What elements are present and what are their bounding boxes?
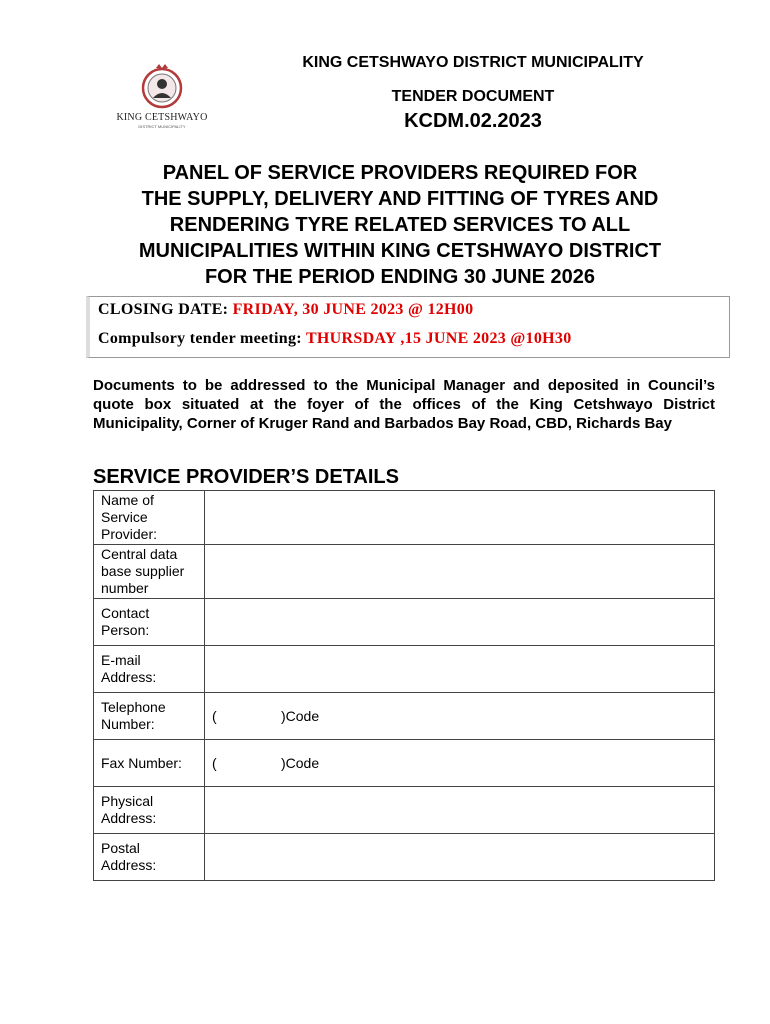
table-row	[94, 545, 715, 599]
doc-type-heading: TENDER DOCUMENT	[391, 88, 555, 105]
title-line: THE SUPPLY, DELIVERY AND FITTING OF TYRES AND	[141, 188, 659, 210]
table-row	[94, 834, 715, 881]
tender-title	[80, 160, 720, 290]
logo-emblem-icon	[112, 62, 212, 112]
table-row	[94, 740, 715, 787]
row-label: Name of Service Provider:	[94, 491, 205, 545]
contact-person-field[interactable]	[205, 599, 715, 646]
tender-meeting-label: Compulsory tender meeting:	[98, 330, 302, 347]
closing-date-label: CLOSING DATE:	[98, 301, 229, 318]
row-label: Postal Address:	[94, 834, 205, 881]
supplier-number-field[interactable]	[205, 545, 715, 599]
table-row	[94, 787, 715, 834]
row-label: Central data base supplier number	[94, 545, 205, 599]
title-line: RENDERING TYRE RELATED SERVICES TO ALL	[169, 214, 631, 236]
tender-reference: KCDM.02.2023	[404, 110, 542, 132]
table-row	[94, 693, 715, 740]
name-field[interactable]	[205, 491, 715, 545]
service-provider-details-table	[93, 490, 715, 881]
title-line: MUNICIPALITIES WITHIN KING CETSHWAYO DISTRICT	[138, 240, 662, 262]
logo-subtext: DISTRICT MUNICIPALITY	[138, 124, 186, 129]
fax-field[interactable]	[205, 740, 715, 787]
row-label: Telephone Number:	[94, 693, 205, 740]
row-label: Physical Address:	[94, 787, 205, 834]
area-code-open: (	[212, 754, 217, 771]
physical-address-field[interactable]	[205, 787, 715, 834]
table-row	[94, 599, 715, 646]
area-code-label: )Code	[281, 707, 320, 724]
area-code-open: (	[212, 707, 217, 724]
email-field[interactable]	[205, 646, 715, 693]
logo-text: KING CETSHWAYO	[116, 112, 208, 123]
row-label: Contact Person:	[94, 599, 205, 646]
closing-date-value: FRIDAY, 30 JUNE 2023 @ 12H00	[232, 301, 474, 318]
closing-info-box	[86, 296, 730, 358]
section-title: SERVICE PROVIDER’S DETAILS	[93, 466, 399, 488]
area-code-label: )Code	[281, 754, 320, 771]
title-line: PANEL OF SERVICE PROVIDERS REQUIRED FOR	[162, 162, 638, 184]
submission-instructions: Documents to be addressed to the Municipal Manager and deposited in Council’s quote box situated at the foyer of the offices of the King Cetshwayo District Municipality, Corner of Kruger Rand and Barbados Bay Road, CBD, Richards Bay	[93, 377, 715, 432]
title-line: FOR THE PERIOD ENDING 30 JUNE 2026	[204, 266, 596, 288]
closing-date-row	[98, 301, 473, 319]
table-row	[94, 491, 715, 545]
row-label: Fax Number:	[94, 740, 205, 787]
tender-meeting-row	[98, 330, 572, 348]
municipality-logo	[112, 62, 212, 134]
telephone-field[interactable]	[205, 693, 715, 740]
row-label: E-mail Address:	[94, 646, 205, 693]
municipality-heading: KING CETSHWAYO DISTRICT MUNICIPALITY	[302, 54, 644, 71]
tender-meeting-value: THURSDAY ,15 JUNE 2023 @10H30	[305, 330, 572, 347]
table-row	[94, 646, 715, 693]
postal-address-field[interactable]	[205, 834, 715, 881]
